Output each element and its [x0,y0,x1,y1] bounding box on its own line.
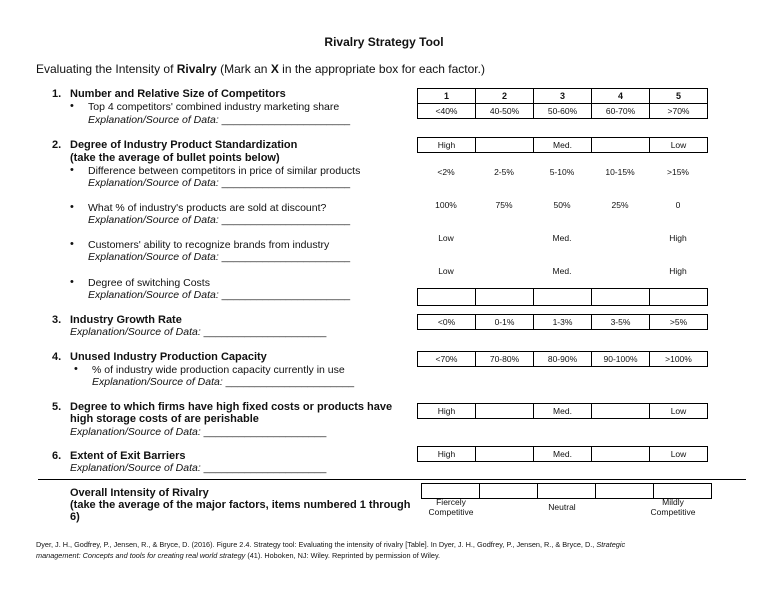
value-label [475,233,533,243]
factor-6-scale [417,446,708,462]
factor-5-title-2: high storage costs of are perishable [70,413,259,425]
overall-subtitle: (take the average of the major factors, items numbered 1 through [70,499,411,511]
factor-2-title: Degree of Industry Product Standardization [70,139,298,151]
factor-1-box[interactable]: <40% [418,104,476,119]
factor-3-number: 3. [52,314,62,326]
value-label [591,266,649,276]
value-label [475,266,533,276]
factor-2-bullet-2-explanation: Explanation/Source of Data: ______________________ [88,214,351,226]
factor-6-box[interactable]: Med. [534,447,592,462]
value-label: 0 [675,200,681,210]
factor-3-box[interactable]: 1-3% [534,315,592,330]
factor-4-scale [417,351,708,367]
factor-3-explanation: Explanation/Source of Data: _____________________ [70,326,327,338]
value-label: Med. [552,266,572,276]
instructions: Evaluating the Intensity of Rivalry (Mark an X in the appropriate box for each factor.) [36,62,485,76]
factor-5-explanation: Explanation/Source of Data: _____________________ [70,426,327,438]
factor-3-box[interactable]: 0-1% [476,315,534,330]
factor-4-box[interactable]: >100% [650,352,708,367]
factor-3-box[interactable]: >5% [650,315,708,330]
factor-2-bullet-1: • Difference between competitors in price of similar products [88,165,360,177]
overall-title: Overall Intensity of Rivalry [70,487,209,499]
factor-2-box[interactable] [476,138,534,153]
scale-2: 2 [476,89,534,104]
factor-2-bullet-1-values [417,167,707,177]
factor-2-bullet-3-explanation: Explanation/Source of Data: ______________________ [88,251,351,263]
factor-6-explanation: Explanation/Source of Data: _____________________ [70,462,327,474]
scale-1: 1 [418,89,476,104]
factor-3-title: Industry Growth Rate [70,314,182,326]
value-label: 25% [611,200,629,210]
overall-mild-label: Mildly Competitive [650,497,696,517]
factor-5-scale [417,403,708,419]
factor-6-title: Extent of Exit Barriers [70,450,186,462]
factor-2-number: 2. [52,139,62,151]
factor-4-box[interactable]: 80-90% [534,352,592,367]
overall-box[interactable] [480,484,538,499]
factor-4-box[interactable]: 70-80% [476,352,534,367]
factor-6-box[interactable] [476,447,534,462]
factor-2-answer-boxes [417,288,708,306]
factor-6-box[interactable]: High [418,447,476,462]
factor-1-scale [417,103,708,119]
factor-5-box[interactable] [476,404,534,419]
factor-2-answer-box[interactable] [476,289,534,306]
factor-2-bullet-3: • Customers' ability to recognize brands from industry [88,239,329,251]
factor-2-bullet-2: • What % of industry's products are sold at discount? [88,202,326,214]
factor-2-answer-box[interactable] [418,289,476,306]
factor-2-answer-box[interactable] [650,289,708,306]
factor-2-bullet-4-explanation: Explanation/Source of Data: ______________________ [88,289,351,301]
factor-1-box[interactable]: 40-50% [476,104,534,119]
factor-1-explanation: Explanation/Source of Data: ______________________ [88,114,351,126]
factor-2-scale [417,137,708,153]
scale-header-table [417,88,708,104]
factor-6-number: 6. [52,450,62,462]
scale-5: 5 [650,89,708,104]
factor-4-box[interactable]: 90-100% [592,352,650,367]
overall-fierce-label: Fiercely Competitive [428,497,474,517]
factor-2-bullet-4-values [417,266,707,276]
factor-6-box[interactable] [592,447,650,462]
value-label: 5-10% [549,167,575,177]
section-divider [38,479,746,480]
factor-4-bullet: • % of industry wide production capacity currently in use [92,364,345,376]
factor-2-bullet-2-values [417,200,707,210]
value-label: Med. [552,233,572,243]
factor-1-number: 1. [52,88,62,100]
factor-1-title: Number and Relative Size of Competitors [70,88,286,100]
citation: Dyer, J. H., Godfrey, P., Jensen, R., & Bryce, D. (2016). Figure 2.4. Strategy tool: Evaluating the intensity of rivalry [Table]. In Dyer, J. H., Godfrey, P., Jensen, R., & Bryce, D., Strategic management: Concepts and tools for creating real world strategy (41). Hoboken, NJ: Wiley. Reprinted by permission of Wiley. [36,540,626,560]
value-label: Low [438,266,454,276]
factor-4-box[interactable]: <70% [418,352,476,367]
factor-3-scale [417,314,708,330]
value-label: High [669,233,687,243]
factor-4-explanation: Explanation/Source of Data: ______________________ [92,376,355,388]
factor-2-bullet-4: • Degree of switching Costs [88,277,210,289]
factor-2-box[interactable]: Med. [534,138,592,153]
factor-6-box[interactable]: Low [650,447,708,462]
factor-5-box[interactable]: High [418,404,476,419]
factor-2-box[interactable]: Low [650,138,708,153]
factor-1-bullet: • Top 4 competitors' combined industry marketing share [88,101,339,113]
scale-3: 3 [534,89,592,104]
factor-2-box[interactable] [592,138,650,153]
value-label: 2-5% [494,167,514,177]
value-label: 100% [435,200,457,210]
factor-4-title: Unused Industry Production Capacity [70,351,267,363]
factor-3-box[interactable]: <0% [418,315,476,330]
factor-2-subtitle: (take the average of bullet points below) [70,152,280,164]
factor-2-bullet-3-values [417,233,707,243]
factor-4-number: 4. [52,351,62,363]
factor-5-box[interactable] [592,404,650,419]
factor-2-answer-box[interactable] [534,289,592,306]
factor-1-box[interactable]: >70% [650,104,708,119]
overall-neutral-label: Neutral [548,502,576,512]
value-label: 10-15% [605,167,635,177]
value-label: High [669,266,687,276]
factor-1-box[interactable]: 50-60% [534,104,592,119]
overall-subtitle-2: 6) [70,511,80,523]
value-label: 75% [495,200,513,210]
factor-2-answer-box[interactable] [592,289,650,306]
overall-box[interactable] [538,484,596,499]
factor-3-box[interactable]: 3-5% [592,315,650,330]
value-label [591,233,649,243]
factor-5-title: Degree to which firms have high fixed costs or products have [70,401,393,413]
factor-5-number: 5. [52,401,62,413]
document-title: Rivalry Strategy Tool [324,35,444,49]
factor-5-box[interactable]: Low [650,404,708,419]
value-label: <2% [437,167,455,177]
value-label: >15% [667,167,689,177]
scale-4: 4 [592,89,650,104]
factor-1-box[interactable]: 60-70% [592,104,650,119]
factor-2-box[interactable]: High [418,138,476,153]
value-label: 50% [553,200,571,210]
factor-2-bullet-1-explanation: Explanation/Source of Data: ______________________ [88,177,351,189]
factor-5-box[interactable]: Med. [534,404,592,419]
value-label: Low [438,233,454,243]
